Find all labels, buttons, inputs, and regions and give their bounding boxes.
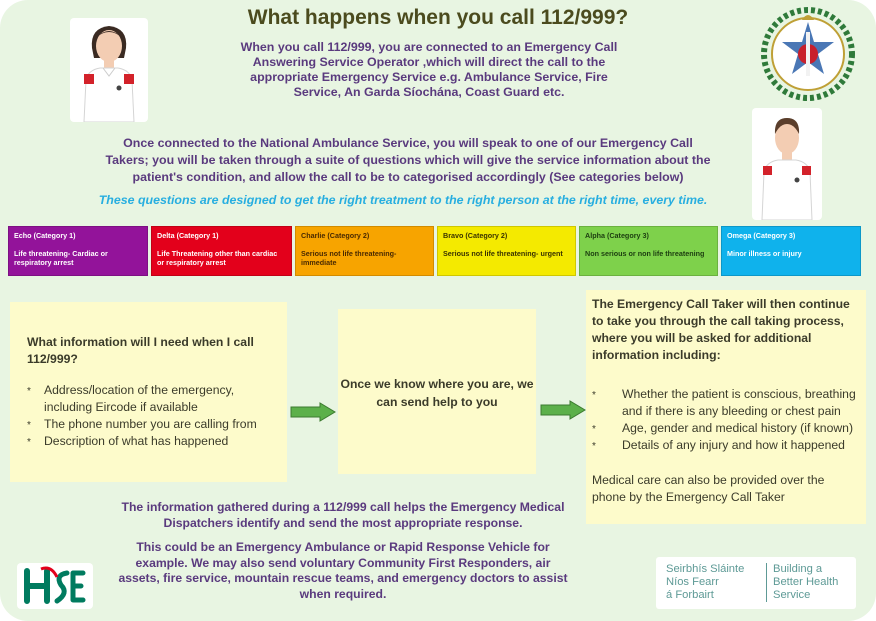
send-help-text: Once we know where you are, we can send help to you xyxy=(340,377,534,409)
category-name: Alpha (Category 3) xyxy=(585,231,649,240)
hse-logo xyxy=(17,563,93,609)
category-name: Charlie (Category 2) xyxy=(301,231,370,240)
call-taker-box xyxy=(586,290,866,524)
category-desc: Minor illness or injury xyxy=(727,249,802,258)
female-paramedic-illustration xyxy=(70,18,148,122)
hse-line: Building a xyxy=(773,563,823,575)
hse-tagline xyxy=(656,557,856,609)
hse-english-text xyxy=(766,563,838,602)
info-needed-box xyxy=(10,302,287,482)
category-desc: Life Threatening other than cardiac or respiratory arrest xyxy=(157,249,278,267)
category-echo xyxy=(8,226,148,276)
arrow-right-icon xyxy=(290,402,336,422)
response-types-text: This could be an Emergency Ambulance or Rapid Response Vehicle for example. We may also send voluntary Community First Responders, air assets, fire service, mountain rescue teams, and emergency doctors to assist when required. xyxy=(118,540,568,601)
tagline: These questions are designed to get the right treatment to the right person at the right time, every time. xyxy=(98,193,708,207)
call-taker-footer: Medical care can also be provided over the phone by the Emergency Call Taker xyxy=(592,473,825,504)
call-taker-heading: The Emergency Call Taker will then continue to take you through the call taking process, where you will be asked for additional information including: xyxy=(592,297,850,362)
list-item: * Age, gender and medical history (if known) xyxy=(592,420,860,437)
category-desc: Serious not life threatening- immediate xyxy=(301,249,397,267)
list-item: * Whether the patient is conscious, breathing and if there is any bleeding or chest pain xyxy=(592,386,860,420)
hse-line: Better Health xyxy=(773,576,839,588)
gathered-text: The information gathered during a 112/999 call helps the Emergency Medical Dispatchers identify and send the most appropriate response. xyxy=(121,500,565,530)
info-needed-list xyxy=(27,382,279,450)
category-alpha xyxy=(579,226,718,276)
send-help-box xyxy=(338,309,536,474)
list-item: * The phone number you are calling from xyxy=(27,416,279,433)
category-omega xyxy=(721,226,861,276)
category-name: Omega (Category 3) xyxy=(727,231,796,240)
intro-text: When you call 112/999, you are connected to an Emergency Call Answering Service Operator ,which will direct the call to the appropriate Emergency Service e.g. Ambulance Service, Fire Service, An Garda Síochána, Coast Guard etc. xyxy=(240,40,618,99)
page-title: What happens when you call 112/999? xyxy=(247,6,629,29)
hse-line: Níos Fearr xyxy=(666,576,719,588)
hse-irish-text xyxy=(666,563,744,602)
arrow-right-icon xyxy=(540,400,586,420)
hse-line: Seirbhís Sláinte xyxy=(666,563,745,575)
list-item: * Details of any injury and how it happened xyxy=(592,437,860,454)
category-name: Echo (Category 1) xyxy=(14,231,76,240)
list-item: * Address/location of the emergency, including Eircode if available xyxy=(27,382,279,416)
hse-line: á Forbairt xyxy=(666,589,714,601)
category-name: Bravo (Category 2) xyxy=(443,231,508,240)
category-desc: Life threatening- Cardiac or respiratory arrest xyxy=(14,249,108,267)
category-name: Delta (Category 1) xyxy=(157,231,219,240)
hse-line: Service xyxy=(773,589,811,601)
category-bravo xyxy=(437,226,576,276)
info-needed-heading: What information will I need when I call 112/999? xyxy=(27,335,254,366)
category-delta xyxy=(151,226,292,276)
list-item: * Description of what has happened xyxy=(27,433,279,450)
category-desc: Non serious or non life threatening xyxy=(585,249,705,258)
category-desc: Serious not life threatening- urgent xyxy=(443,249,563,258)
call-taker-list xyxy=(592,386,860,454)
category-strip xyxy=(0,226,876,278)
ambulance-service-crest-icon xyxy=(760,6,856,102)
category-charlie xyxy=(295,226,434,276)
connected-text: Once connected to the National Ambulance Service, you will speak to one of our Emergency Call Takers; you will be taken through a suite of questions which will give the service information about the patient's condition, and allow the call to be to categorised accordingly (See categories below) xyxy=(105,136,711,184)
